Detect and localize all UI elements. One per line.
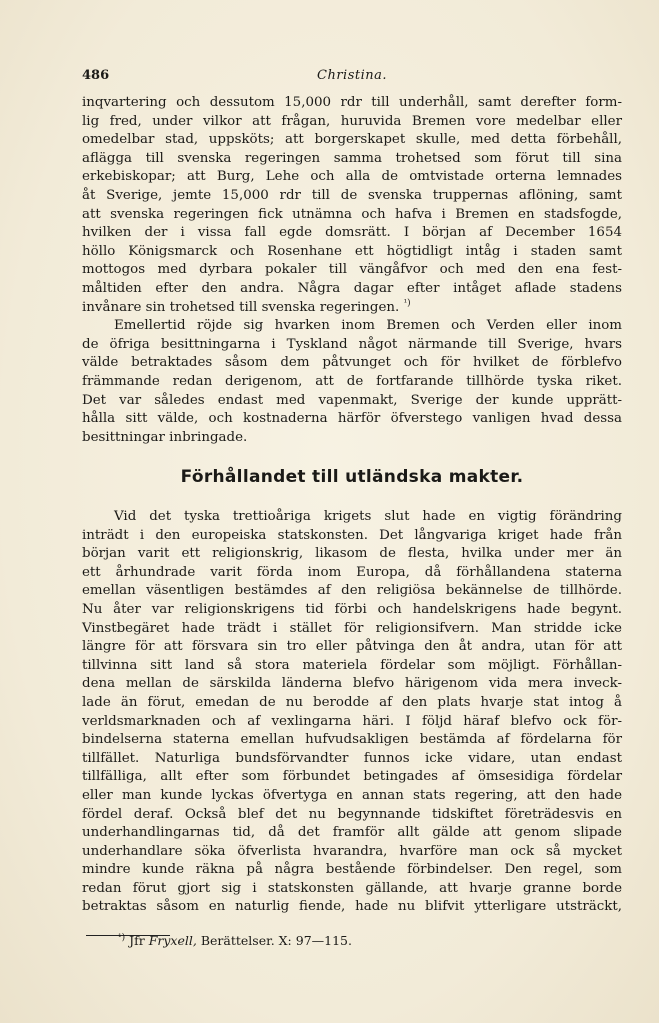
text-line: Nu åter var religionskrigens tid förbi och handelskrigens hade begynt.: [82, 601, 622, 617]
footnote-prefix: Jfr: [129, 933, 145, 948]
text-line: aflägga till svenska regeringen samma trohetsed som förut till sina: [82, 150, 622, 166]
text-line: emellan väsentligen bestämdes af den religiösa bekännelse de tillhörde.: [82, 583, 622, 599]
text-line: betraktas såsom en naturlig fiende, hade nu blifvit ytterligare utsträckt,: [82, 899, 622, 915]
text-line: längre för att försvara sin tro eller påtvinga den åt andra, utan för att: [82, 639, 622, 655]
text-line: Emellertid röjde sig hvarken inom Bremen och Verden eller inom: [114, 318, 622, 334]
running-title: Christina.: [317, 68, 387, 83]
text-line: hvilken der i vissa fall egde domsrätt. I början af December 1654: [82, 225, 622, 241]
footnote-reference: ¹): [403, 298, 411, 309]
text-line: tillvinna sitt land så stora materiela fördelar som möjligt. Förhållan-: [82, 657, 622, 673]
text-line: Vid det tyska trettioåriga krigets slut hade en vigtig förändring: [114, 509, 622, 524]
text-line: mottogos med dyrbara pokaler till vängåfvor och med den ena fest-: [82, 262, 622, 278]
text-line: höllo Königsmarck och Rosenhane ett högtidligt intåg i staden samt: [82, 243, 622, 259]
text-line: [82, 299, 622, 318]
paragraph-2: [82, 317, 622, 447]
body-text: [82, 94, 622, 447]
text-line: dena mellan de särskilda länderna blefvo härigenom vida mera inveck-: [82, 676, 622, 692]
text-line: besittningar inbringade.: [82, 429, 248, 445]
text-line: bindelserna staterna emellan hufvudsakligen bestämda af fördelarna för: [82, 732, 622, 748]
page-number: 486: [82, 68, 110, 83]
text-line: underhandlare söka öfverlista hvarandra, hvarföre man ock så mycket: [82, 843, 622, 859]
text-line: underhandlingarnas tid, då det framför allt gälde att genom slipade: [82, 825, 622, 841]
text-line: inqvartering och dessutom 15,000 rdr till underhåll, samt derefter form-: [82, 95, 622, 110]
text-line: ett århundrade varit förda inom Europa, då förhållandena staterna: [82, 564, 622, 580]
page-header: [82, 68, 622, 88]
footnote-reference-text: Berättelser. X: 97—115.: [200, 933, 352, 948]
text-line: främmande redan derigenom, att de fortfarande tillhörde tyska riket.: [82, 373, 622, 389]
text-line: de öfriga besittningarna i Tyskland något närmande till Sverige, hvars: [82, 336, 622, 352]
text-line: erkebiskopar; att Burg, Lehe och alla de omtvistade orterna lemnades: [82, 169, 622, 185]
text-line: inträdt i den europeiska statskonsten. Det långvariga kriget hade från: [82, 527, 622, 543]
footnote-author: Fryxell,: [148, 933, 197, 948]
text-line-content: invånare sin trohetsed till svenska regeringen.: [82, 299, 400, 315]
paragraph-1: [82, 94, 622, 317]
text-line: åt Sverige, jemte 15,000 rdr till de svenska truppernas aflöning, samt: [82, 187, 622, 203]
text-line: verldsmarknaden och af vexlingarna häri. I följd häraf blefvo ock för-: [82, 713, 622, 729]
text-line: omedelbar stad, uppsköts; att borgerskapet skulle, med detta förbehåll,: [82, 132, 622, 148]
text-line: lig fred, under vilkor att frågan, huruvida Bremen vore medelbar eller: [82, 113, 622, 129]
section-paragraph: [82, 508, 622, 917]
footnote-marker: ¹): [118, 932, 126, 943]
text-line: tillfället. Naturliga bundsförvandter funnos icke vidare, utan endast: [82, 750, 622, 766]
text-line: fördel deraf. Också blef det nu begynnande tidskiftet företrädesvis en: [82, 806, 622, 822]
text-line: Det var således endast med vapenmakt, Sverige der kunde upprätt-: [82, 392, 622, 408]
text-line: hålla sitt välde, och kostnaderna härför öfverstego vanligen hvad dessa: [82, 411, 622, 427]
footnote: [118, 933, 352, 948]
text-line: välde betraktades såsom dem påtvunget och för hvilket de förblefvo: [82, 355, 622, 371]
text-line: att svenska regeringen fick utnämna och hafva i Bremen en stadsfogde,: [82, 206, 622, 222]
section-heading: Förhållandet till utländska makter.: [180, 467, 524, 487]
text-line: Vinstbegäret hade trädt i stället för religionsifvern. Man stridde icke: [82, 620, 622, 636]
text-line: redan förut gjort sig i statskonsten gällande, att hvarje granne borde: [82, 880, 622, 896]
text-line: tillfälliga, allt efter som förbundet betingades af ömsesidiga fördelar: [82, 769, 622, 785]
text-line: måltiden efter den andra. Några dagar efter intåget aflade stadens: [82, 280, 622, 296]
text-line: eller man kunde lyckas öfvertyga en annan stats regering, att den hade: [82, 787, 622, 803]
text-line: början varit ett religionskrig, likasom de flesta, hvilka under mer än: [82, 546, 622, 562]
text-line: lade än förut, emedan de nu berodde af den plats hvarje stat intog å: [82, 694, 622, 710]
text-line: mindre kunde räkna på några bestående förbindelser. Den regel, som: [82, 862, 622, 878]
